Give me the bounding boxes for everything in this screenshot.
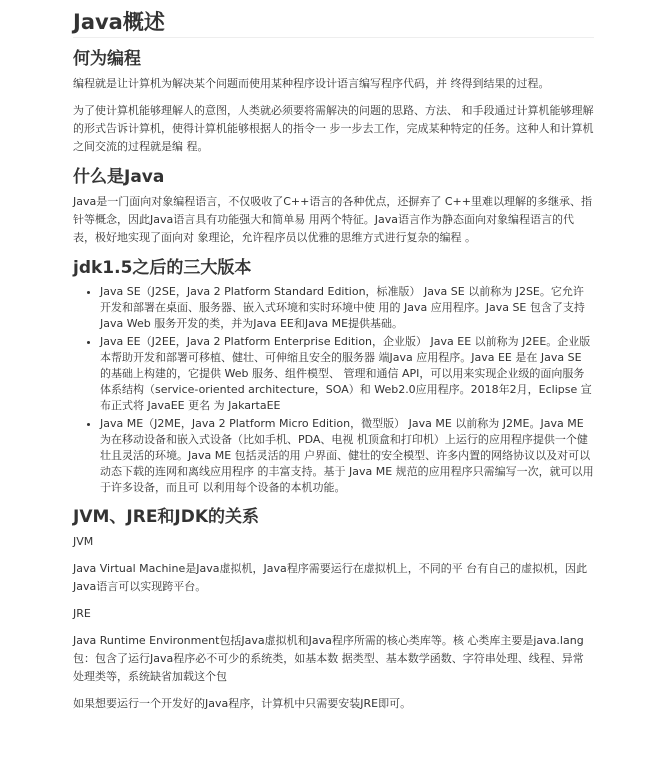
list-item: • Java SE（J2SE，Java 2 Platform Standard Edition，标准版） Java SE 以前称为 J2SE。它允许开发和部署在桌面、服务器、嵌入式环境和实时环境中使 用的 Java 应用程序。Java SE 包含了支持 Java Web 服务开发的类，并为Java EE和Java ME提供基础。 [100, 284, 594, 332]
page-title: Java概述 [73, 8, 594, 38]
paragraph: 编程就是让计算机为解决某个问题而使用某种程序设计语言编写程序代码，并 终得到结果的过程。 [73, 77, 550, 90]
paragraph: JRE [73, 607, 91, 620]
editions-list [73, 284, 594, 496]
paragraph: 为了使计算机能够理解人的意图，人类就必须要将需解决的问题的思路、方法、 和手段通过计算机能够理解的形式告诉计算机，使得计算机能够根据人的指令一 步一步去工作，完成某种特定的任务。这种人和计算机之间交流的过程就是编 程。 [73, 104, 594, 153]
section-heading-programming: 何为编程 [73, 49, 141, 69]
list-item: • Java ME（J2ME，Java 2 Platform Micro Edition，微型版） Java ME 以前称为 J2ME。Java ME 为在移动设备和嵌入式设备（比如手机、PDA、电视 机顶盒和打印机）上运行的应用程序提供一个健壮且灵活的环境。Java ME 包括灵活的用 户界面、健壮的安全模型、许多内置的网络协议以及对可以动态下载的连网和离线应用程序 的丰富支持。基于 Java ME 规范的应用程序只需编写一次，就可以用于许多设备，而且可 以利用每个设备的本机功能。 [100, 416, 594, 496]
paragraph: 如果想要运行一个开发好的Java程序，计算机中只需要安装JRE即可。 [73, 697, 412, 710]
section-heading-jvm-jre-jdk: JVM、JRE和JDK的关系 [73, 507, 260, 527]
paragraph: Java Virtual Machine是Java虚拟机，Java程序需要运行在虚拟机上，不同的平 台有自己的虚拟机，因此Java语言可以实现跨平台。 [73, 562, 588, 593]
section-heading-editions: jdk1.5之后的三大版本 [73, 258, 252, 278]
paragraph: Java是一门面向对象编程语言，不仅吸收了C++语言的各种优点，还摒弃了 C++里难以理解的多继承、指针等概念，因此Java语言具有功能强大和简单易 用两个特征。Java语言作为静态面向对象编程语言的代表，极好地实现了面向对 象理论，允许程序员以优雅的思维方式进行复杂的编程 。 [73, 195, 592, 244]
section-heading-what-is-java: 什么是Java [73, 167, 165, 187]
paragraph: Java Runtime Environment包括Java虚拟机和Java程序所需的核心类库等。核 心类库主要是java.lang包：包含了运行Java程序必不可少的系统类，如基本数 据类型、基本数学函数、字符串处理、线程、异常处理类等，系统缺省加载这个包 [73, 634, 584, 683]
list-item: • Java EE（J2EE，Java 2 Platform Enterprise Edition，企业版） Java EE 以前称为 J2EE。企业版本帮助开发和部署可移植、健壮、可伸缩且安全的服务器 端Java 应用程序。Java EE 是在 Java SE 的基础上构建的，它提供 Web 服务、组件模型、 管理和通信 API，可以用来实现企业级的面向服务体系结构（service-oriented architecture，SOA）和 Web2.0应用程序。2018年2月，Eclipse 宣布正式将 JavaEE 更名 为 JakartaEE [100, 334, 594, 414]
paragraph: JVM [73, 535, 94, 548]
